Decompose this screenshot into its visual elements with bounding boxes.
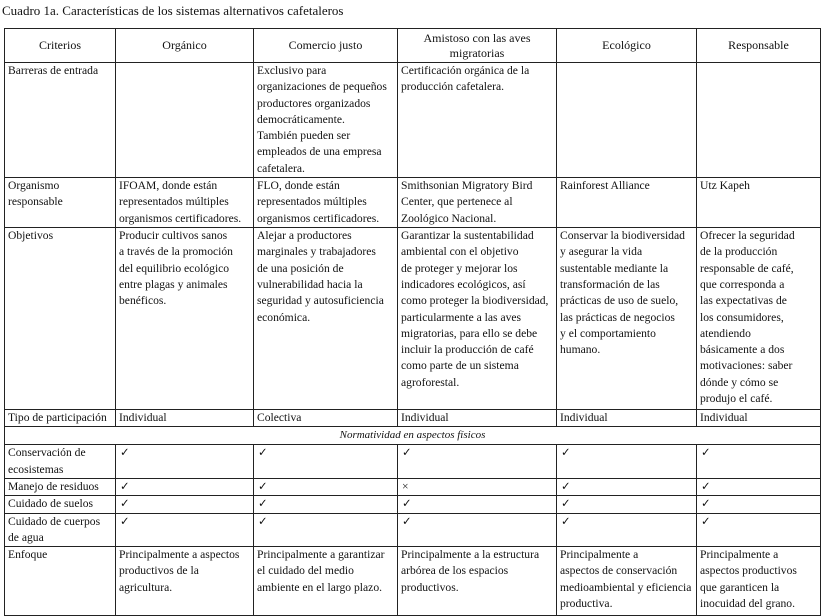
table-cell: Principalmente a aspectos productivos que garanticen la inocuidad del grano.	[697, 547, 821, 616]
mark-cell: ✓	[398, 445, 557, 479]
table-cell: IFOAM, donde están representados múltiples organismos certificadores.	[116, 178, 254, 228]
mark-cell: ✓	[557, 513, 697, 547]
mark-cell: ✓	[116, 496, 254, 513]
table-row	[5, 63, 821, 178]
header-row	[5, 29, 821, 63]
table-row	[5, 410, 821, 427]
criterio-cell: Tipo de participación	[5, 410, 116, 427]
table-cell: Principalmente a la estructura arbórea de los espacios productivos.	[398, 547, 557, 616]
table-cell: Alejar a productores marginales y trabajadores de una posición de vulnerabilidad hacia la seguridad y autosuficiencia económica.	[254, 228, 398, 410]
table-row	[5, 445, 821, 479]
header-amistoso-aves: Amistoso con las aves migratorias	[398, 29, 557, 63]
table-cell: Conservar la biodiversidad y asegurar la vida sustentable mediante la transformación de las prácticas de uso de suelo, las prácticas de negocios y el comportamiento humano.	[557, 228, 697, 410]
table-cell: Principalmente a aspectos productivos de la agricultura.	[116, 547, 254, 616]
mark-cell: ×	[398, 478, 557, 495]
comparison-table	[4, 28, 821, 616]
mark-cell: ✓	[697, 445, 821, 479]
table-cell: Rainforest Alliance	[557, 178, 697, 228]
mark-cell: ✓	[116, 445, 254, 479]
table-cell	[557, 63, 697, 178]
table-row	[5, 178, 821, 228]
mark-cell: ✓	[398, 496, 557, 513]
mark-cell: ✓	[116, 513, 254, 547]
table-cell: Utz Kapeh	[697, 178, 821, 228]
table-row	[5, 496, 821, 513]
mark-cell: ✓	[697, 496, 821, 513]
mark-cell: ✓	[254, 513, 398, 547]
table-cell: Individual	[116, 410, 254, 427]
mark-cell: ✓	[557, 496, 697, 513]
criterio-cell: Barreras de entrada	[5, 63, 116, 178]
table-cell: Garantizar la sustentabilidad ambiental con el objetivo de proteger y mejorar los indicadores ecológicos, así como proteger la biodiversidad, particularmente a las aves migratorias, para ello se debe incluir la producción de café como parte de un sistema agroforestal.	[398, 228, 557, 410]
criterio-cell: Cuidado de cuerpos de agua	[5, 513, 116, 547]
section-row	[5, 427, 821, 445]
mark-cell: ✓	[557, 478, 697, 495]
section-label: Normatividad en aspectos físicos	[5, 427, 821, 445]
mark-cell: ✓	[254, 445, 398, 479]
table-cell: Principalmente a garantizar el cuidado del medio ambiente en el largo plazo.	[254, 547, 398, 616]
table-cell: Individual	[398, 410, 557, 427]
criterio-cell: Manejo de residuos	[5, 478, 116, 495]
criterio-cell: Enfoque	[5, 547, 116, 616]
mark-cell: ✓	[557, 445, 697, 479]
table-cell: Individual	[557, 410, 697, 427]
table-cell	[116, 63, 254, 178]
mark-cell: ✓	[116, 478, 254, 495]
mark-cell: ✓	[398, 513, 557, 547]
table-row	[5, 513, 821, 547]
table-cell: Principalmente a aspectos de conservación medioambiental y eficiencia productiva.	[557, 547, 697, 616]
table-cell: Producir cultivos sanos a través de la promoción del equilibrio ecológico entre plagas y animales benéficos.	[116, 228, 254, 410]
table-caption: Cuadro 1a. Características de los sistemas alternativos cafetaleros	[2, 3, 344, 18]
table-cell: Individual	[697, 410, 821, 427]
table-cell	[697, 63, 821, 178]
table-cell: Certificación orgánica de la producción cafetalera.	[398, 63, 557, 178]
mark-cell: ✓	[697, 513, 821, 547]
table-cell: Colectiva	[254, 410, 398, 427]
mark-cell: ✓	[697, 478, 821, 495]
table-row	[5, 547, 821, 616]
header-responsable: Responsable	[697, 29, 821, 63]
criterio-cell: Conservación de ecosistemas	[5, 445, 116, 479]
criterio-cell: Cuidado de suelos	[5, 496, 116, 513]
mark-cell: ✓	[254, 496, 398, 513]
table-cell: Exclusivo para organizaciones de pequeños productores organizados democráticamente. También pueden ser empleados de una empresa cafetalera.	[254, 63, 398, 178]
header-criterios: Criterios	[5, 29, 116, 63]
criterio-cell: Organismo responsable	[5, 178, 116, 228]
mark-cell: ✓	[254, 478, 398, 495]
header-comercio-justo: Comercio justo	[254, 29, 398, 63]
table-cell: Smithsonian Migratory Bird Center, que pertenece al Zoológico Nacional.	[398, 178, 557, 228]
table-cell: Ofrecer la seguridad de la producción responsable de café, que corresponda a las expectativas de los consumidores, atendiendo básicamente a dos motivaciones: saber dónde y cómo se produjo el café.	[697, 228, 821, 410]
header-ecologico: Ecológico	[557, 29, 697, 63]
header-organico: Orgánico	[116, 29, 254, 63]
criterio-cell: Objetivos	[5, 228, 116, 410]
table-row	[5, 228, 821, 410]
table-cell: FLO, donde están representados múltiples organismos certificadores.	[254, 178, 398, 228]
table-row	[5, 478, 821, 495]
